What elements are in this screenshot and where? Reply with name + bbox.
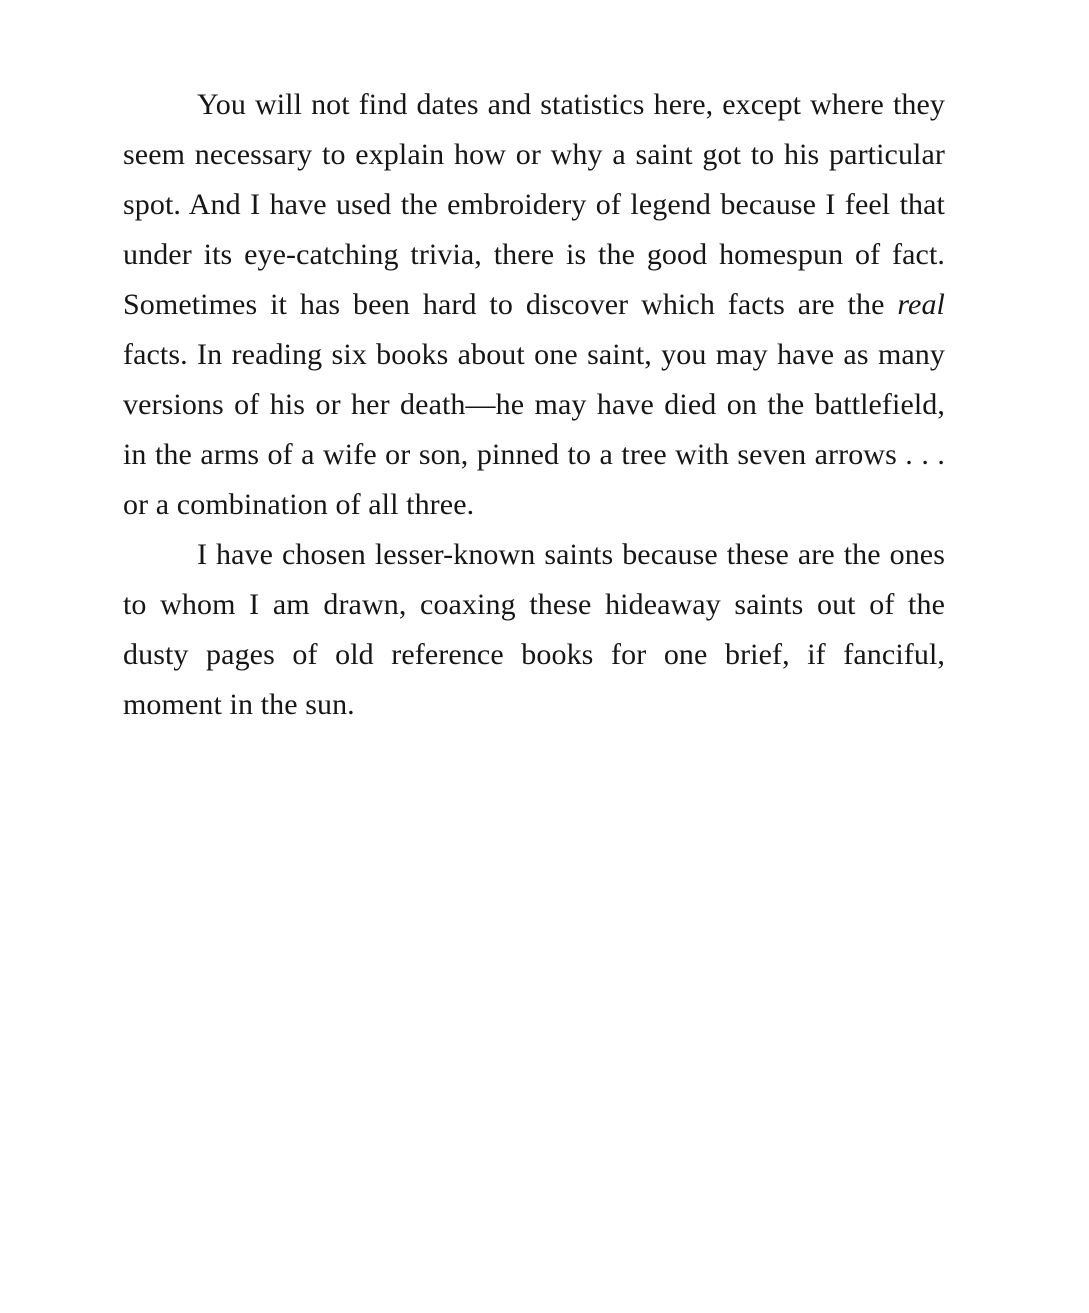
paragraph-1-italic-word: real — [897, 288, 945, 321]
paragraph-2: I have chosen lesser-known saints because these are the ones to whom I am drawn, coaxing these hideaway saints out of the dusty pages of old reference books for one brief, if fanciful, moment in the sun. — [123, 538, 945, 721]
paragraph-1 — [123, 80, 945, 530]
paragraph-1-text-after-italic: facts. In reading six books about one saint, you may have as many versions of his or her death—he may have died on the battlefield, in the arms of a wife or son, pinned to a tree with seven arrows . . . or a combination of all three. — [123, 338, 945, 521]
paragraph-1-text-before-italic: You will not find dates and statistics here, except where they seem necessary to explain how or why a saint got to his particular spot. And I have used the embroidery of legend because I feel that under its eye-catching trivia, there is the good homespun of fact. Sometimes it has been hard to discover which facts are the — [123, 88, 945, 321]
